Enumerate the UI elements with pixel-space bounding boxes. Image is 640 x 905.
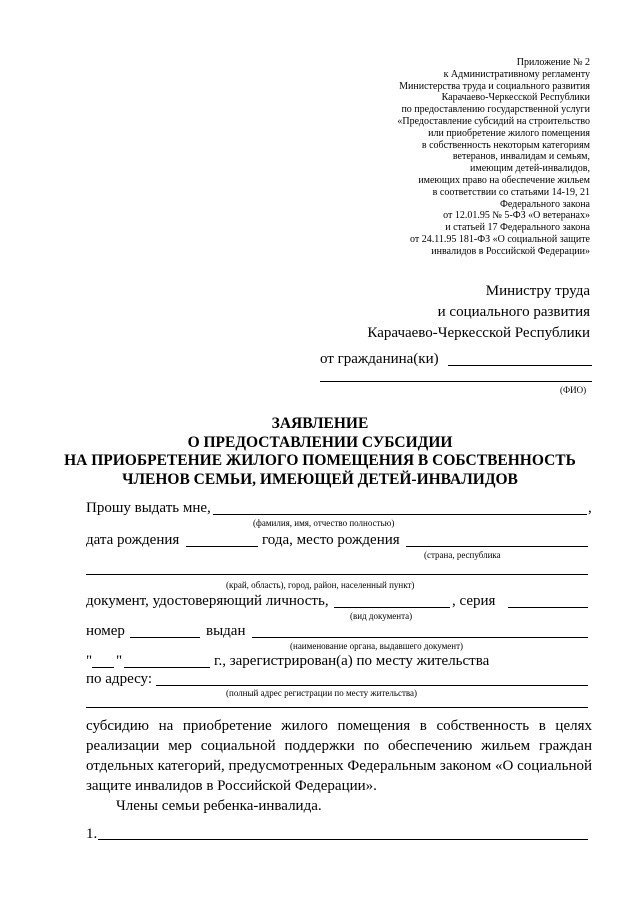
appendix-line: или приобретение жилого помещения [428,127,590,139]
appendix-block [270,57,590,258]
registered-label: г., зарегистрирован(а) по месту жительства [214,653,490,669]
country-caption: (страна, республика [424,550,501,560]
appendix-line: в собственность некоторым категориям [421,139,590,151]
series-field[interactable] [508,607,588,608]
issuer-caption: (наименование органа, выдавшего документ) [290,641,464,651]
appendix-line: к Административному регламенту [443,68,590,80]
title-line: НА ПРИОБРЕТЕНИЕ ЖИЛОГО ПОМЕЩЕНИЯ В СОБСТВЕННОСТЬ [64,452,576,469]
birth-date-label: дата рождения [86,532,180,548]
birth-date-field[interactable] [186,546,258,547]
addressee-line: Министру труда [485,283,590,299]
applicant-name-field[interactable] [213,514,587,515]
from-citizen-label: от гражданина(ки) [320,351,439,367]
fio-field[interactable] [320,381,592,382]
birthplace-field[interactable] [406,546,588,547]
number-field[interactable] [130,637,200,638]
issue-day-field[interactable] [92,667,114,668]
issued-label: выдан [206,623,246,639]
issue-month-year-field[interactable] [124,667,210,668]
document-type-caption: (вид документа) [350,611,413,621]
family-item-number: 1. [86,826,98,842]
series-label: , серия [452,593,496,609]
from-citizen-field[interactable] [448,365,592,366]
addressee-line: Карачаево-Черкесской Республики [367,325,590,341]
appendix-line: от 12.01.95 № 5-ФЗ «О ветеранах» [443,210,590,222]
birthplace-label: года, место рождения [262,532,400,548]
title-line: О ПРЕДОСТАВЛЕНИИ СУБСИДИИ [187,433,453,451]
subsidy-paragraph: субсидию на приобретение жилого помещения в собственность в целях реализации мер социальной поддержки по обеспечению жильем граждан отдельных категорий, предусмотренных Федеральным законом «О социальной защите инвалидов в Российской Федерации». [86,718,592,794]
request-label: Прошу выдать мне, [86,500,211,516]
appendix-line: инвалидов в Российской Федерации» [431,245,590,257]
address-continuation-field[interactable] [86,707,588,708]
title-line: ЧЛЕНОВ СЕМЬИ, ИМЕЮЩЕЙ ДЕТЕЙ-ИНВАЛИДОВ [122,470,518,488]
document-type-field[interactable] [334,607,450,608]
document-title [0,415,640,489]
birthplace-region-field[interactable] [86,574,588,575]
issue-date-quote-close: " [116,653,123,669]
id-document-label: документ, удостоверяющий личность, [86,593,329,609]
family-member-field[interactable] [98,839,588,840]
appendix-line: Министерства труда и социального развития [399,80,590,92]
issuer-field[interactable] [252,637,588,638]
number-label: номер [86,623,125,639]
title-line: ЗАЯВЛЕНИЕ [271,415,369,432]
address-field[interactable] [156,685,588,686]
appendix-line: по предоставлению государственной услуги [401,104,590,116]
appendix-line: Федерального закона [499,198,590,210]
address-label: по адресу: [86,671,153,687]
addressee-line: и социального развития [437,304,590,320]
family-members-heading: Члены семьи ребенка-инвалида. [116,798,322,814]
appendix-line: Приложение № 2 [516,57,590,68]
fio-full-caption: (фамилия, имя, отчество полностью) [253,518,395,528]
addressee-block [270,281,590,344]
appendix-line: «Предоставление субсидий на строительство [397,115,590,127]
region-caption: (край, область), город, район, населенный пункт) [226,580,415,590]
appendix-line: и статьей 17 Федерального закона [445,222,590,234]
appendix-line: в соответствии со статьями 14-19, 21 [432,186,590,198]
appendix-line: Карачаево-Черкесской Республики [441,92,590,104]
issue-date-quote-open: " [86,653,93,669]
appendix-line: ветеранов, инвалидам и семьям, [452,151,590,163]
appendix-line: имеющих право на обеспечение жильем [418,174,590,186]
fio-caption: (ФИО) [560,385,587,395]
address-caption: (полный адрес регистрации по месту жительства) [226,688,418,698]
request-comma: , [588,500,592,516]
appendix-line: имеющим детей-инвалидов, [470,163,590,175]
appendix-line: от 24.11.95 181-ФЗ «О социальной защите [410,233,590,245]
